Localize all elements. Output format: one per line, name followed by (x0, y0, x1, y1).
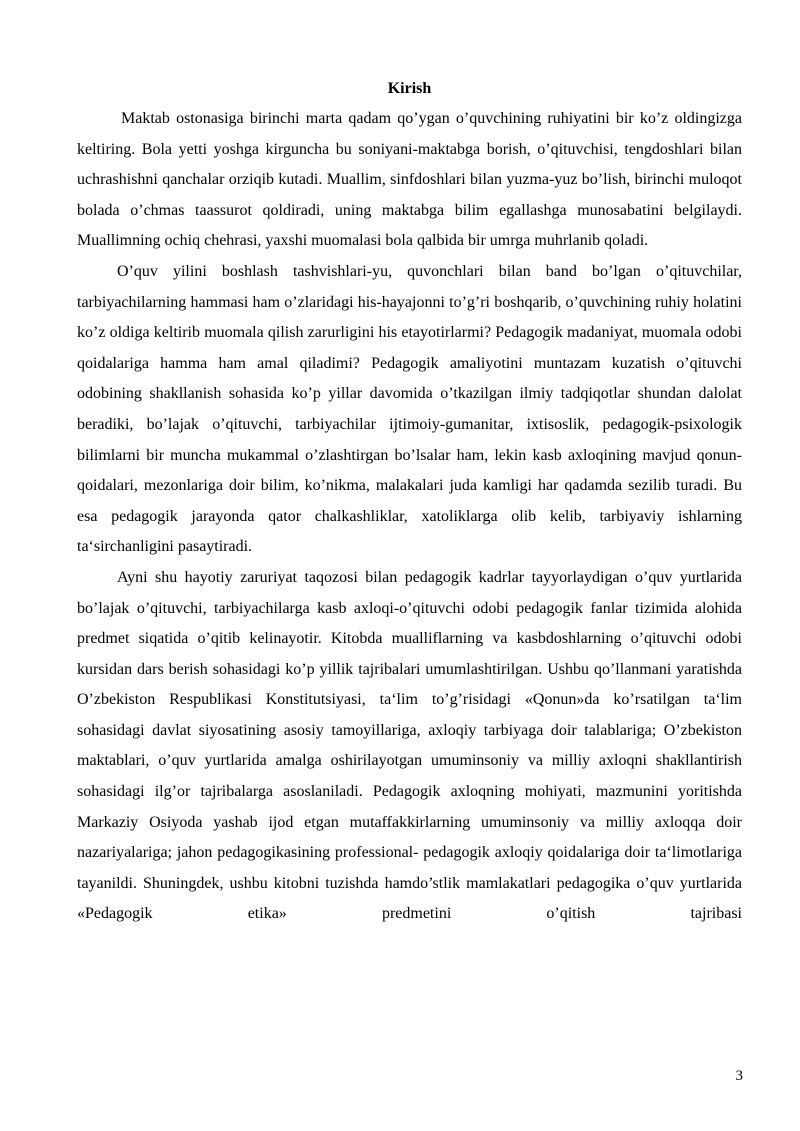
page-number: 3 (735, 1068, 743, 1084)
paragraph-2: O’quv yilini boshlash tashvishlari-yu, quvonchlari bilan band bo’lgan o’qituvchilar, tarbiyachilarning hammasi ham o’zlaridagi his-hayajonni to’g’ri boshqarib, o’quvchining ruhiy holatini ko’z oldiga keltirib muomala qilish zarurligini his etayotirlarmi? Pedagogik madaniyat, muomala odobi qoidalariga hamma ham amal qiladimi? Pedagogik amaliyotini muntazam kuzatish o’qituvchi odobining shakllanish sohasida ko’p yillar davomida o’tkazilgan ilmiy tadqiqotlar shundan dalolat beradiki, bo’lajak o’qituvchi, tarbiyachilar ijtimoiy-gumanitar, ixtisoslik, pedagogik-psixologik bilimlarni bir muncha mukammal o’zlashtirgan bo’lsalar ham, lekin kasb axloqining mavjud qonun-qoidalari, mezonlariga doir bilim, ko’nikma, malakalari juda kamligi har qadamda sezilib turadi. Bu esa pedagogik jarayonda qator chalkashliklar, xatoliklarga olib kelib, tarbiyaviy ishlarning ta‘sirchanligini pasaytiradi. (77, 262, 742, 556)
section-title: Kirish (387, 80, 432, 97)
paragraph-1: Maktab ostonasiga birinchi marta qadam qo’ygan o’quvchining ruhiyatini bir ko’z oldingizga keltiring. Bola yetti yoshga kirguncha bu soniyani-maktabga borish, o’qituvchisi, tengdoshlari bilan uchrashishni qanchalar orziqib kutadi. Muallim, sinfdoshlari bilan yuzma-yuz bo’lish, birinchi muloqot bolada o’chmas taassurot qoldiradi, uning maktabga bilim egallashga munosabatini belgilaydi. Muallimning ochiq chehrasi, yaxshi muomalasi bola qalbida bir umrga muhrlanib qoladi. (77, 110, 742, 250)
paragraph-3: Ayni shu hayotiy zaruriyat taqozosi bilan pedagogik kadrlar tayyorlaydigan o’quv yurtlarida bo’lajak o’qituvchi, tarbiyachilarga kasb axloqi-o’qituvchi odobi pedagogik fanlar tizimida alohida predmet siqatida o’qitib kelinayotir. Kitobda mualliflarning va kasbdoshlarning o’qituvchi odobi kursidan dars berish sohasidagi ko’p yillik tajribalari umumlashtirilgan. Ushbu qo’llanmani yaratishda O’zbekiston Respublikasi Konstitutsiyasi, ta‘lim to’g’risidagi «Qonun»da ko’rsatilgan ta‘lim sohasidagi davlat siyosatining asosiy tamoyillariga, axloqiy tarbiyaga doir talablariga; O’zbekiston maktablari, o’quv yurtlarida amalga oshirilayotgan umuminsoniy va milliy axloqni shakllantirish sohasidagi ilg’or tajribalarga asoslaniladi. Pedagogik axloqning mohiyati, mazmunini yoritishda Markaziy Osiyoda yashab ijod etgan mutaffakkirlarning umuminsoniy va milliy axloqqa doir nazariyalariga; jahon pedagogikasining professional- pedagogik axloqiy qoidalariga doir ta‘limotlariga tayanildi. Shuningdek, ushbu kitobni tuzishda hamdo’stlik mamlakatlari pedagogika o’quv yurtlarida «Pedagogik etika» predmetini o’qitish tajribasi (77, 568, 742, 923)
document-page (77, 74, 742, 930)
